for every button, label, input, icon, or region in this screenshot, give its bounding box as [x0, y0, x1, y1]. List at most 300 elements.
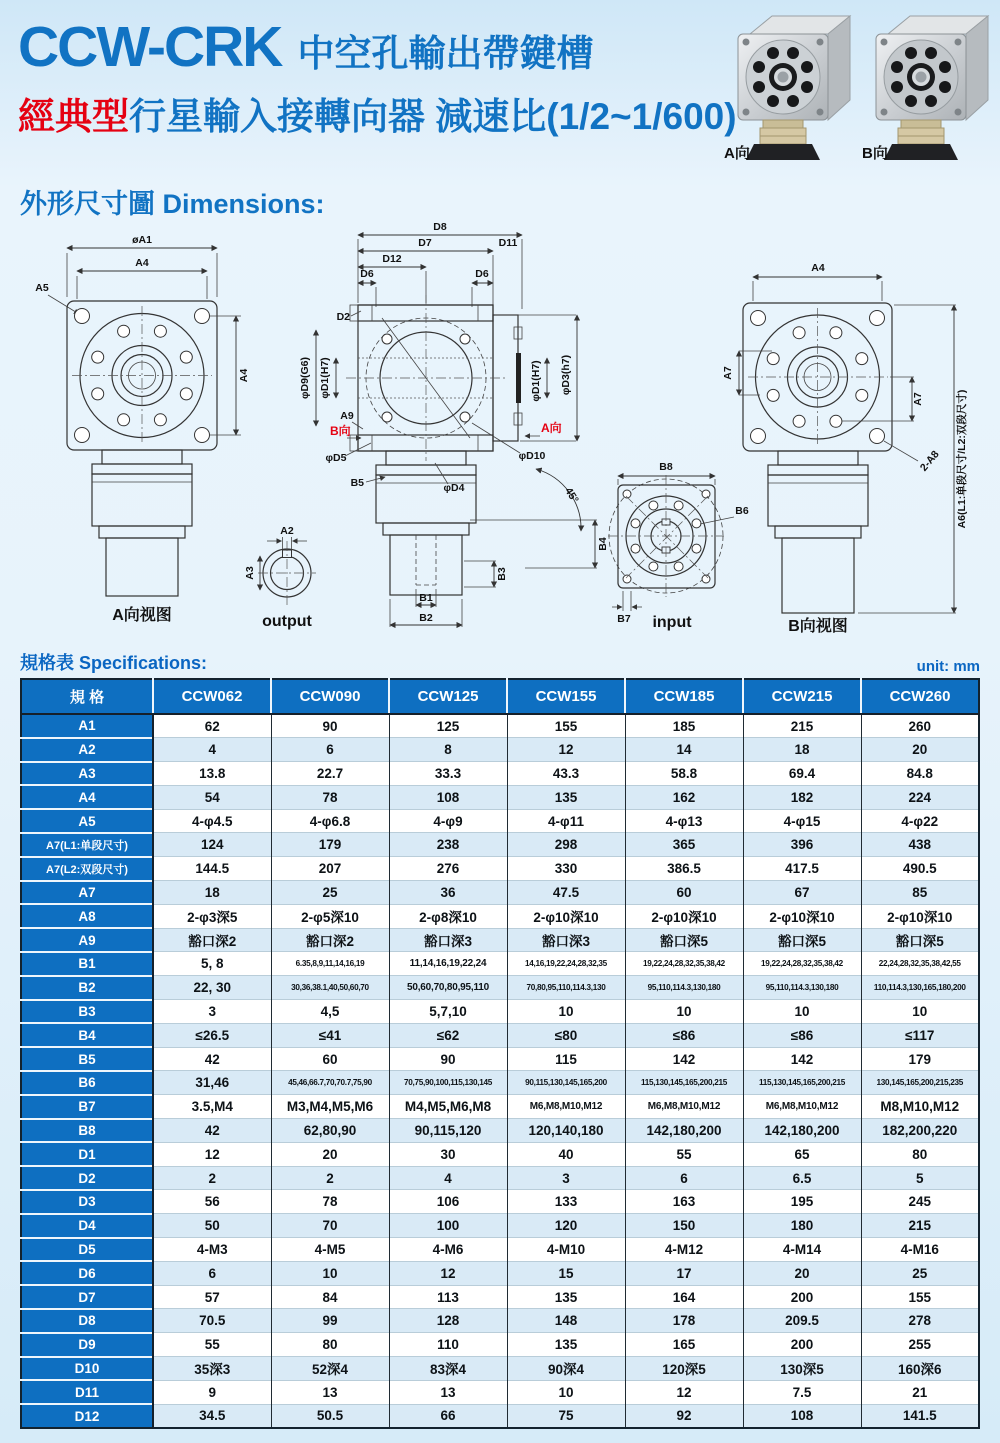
spec-cell: 5 — [861, 1166, 979, 1190]
spec-row-label: B3 — [21, 1000, 153, 1024]
spec-cell: 70.5 — [153, 1309, 271, 1333]
input-view-drawing — [608, 461, 749, 631]
spec-cell: 245 — [861, 1190, 979, 1214]
spec-cell: 62,80,90 — [271, 1119, 389, 1143]
spec-cell: 128 — [389, 1309, 507, 1333]
spec-cell: 62 — [153, 714, 271, 738]
spec-row-label: D7 — [21, 1285, 153, 1309]
spec-row-label: B5 — [21, 1047, 153, 1071]
spec-row-label: D12 — [21, 1404, 153, 1428]
spec-cell: 3.5,M4 — [153, 1095, 271, 1119]
spec-cell: 4 — [153, 738, 271, 762]
column-header: CCW215 — [743, 679, 861, 714]
spec-cell: 179 — [271, 833, 389, 857]
spec-cell: 90深4 — [507, 1357, 625, 1381]
spec-row — [21, 1190, 979, 1214]
spec-cell: 90 — [389, 1047, 507, 1071]
view-a-caption: A向视图 — [112, 607, 172, 624]
spec-cell: 224 — [861, 785, 979, 809]
spec-cell: 133 — [507, 1190, 625, 1214]
spec-cell: 15 — [507, 1261, 625, 1285]
spec-cell: 85 — [861, 881, 979, 905]
spec-cell: 6.35,8,9,11,14,16,19 — [271, 952, 389, 976]
spec-row-label: A3 — [21, 762, 153, 786]
subtitle-classic-type: 經典型 — [18, 96, 129, 137]
spec-row-label: D6 — [21, 1261, 153, 1285]
spec-cell: ≤86 — [743, 1023, 861, 1047]
spec-cell: 45,46,66.7,70,70.7,75,90 — [271, 1071, 389, 1095]
column-header: CCW185 — [625, 679, 743, 714]
spec-cell: 106 — [389, 1190, 507, 1214]
spec-row-label: A8 — [21, 904, 153, 928]
spec-cell: 67 — [743, 881, 861, 905]
dim-label: φD3(h7) — [560, 354, 572, 396]
spec-cell: 4 — [389, 1166, 507, 1190]
spec-cell: 2-φ10深10 — [743, 904, 861, 928]
spec-row — [21, 1166, 979, 1190]
dim-label: B5 — [350, 477, 364, 489]
spec-row-label: A7 — [21, 881, 153, 905]
spec-row — [21, 785, 979, 809]
spec-cell: 10 — [507, 1380, 625, 1404]
spec-cell: 120 — [507, 1214, 625, 1238]
spec-cell: 42 — [153, 1047, 271, 1071]
spec-cell: 179 — [861, 1047, 979, 1071]
spec-cell: 13 — [389, 1380, 507, 1404]
spec-cell: 162 — [625, 785, 743, 809]
dim-label: φD9(G6) — [299, 357, 311, 399]
spec-cell: 142,180,200 — [743, 1119, 861, 1143]
spec-cell: 238 — [389, 833, 507, 857]
spec-cell: 4-M16 — [861, 1238, 979, 1262]
spec-cell: 55 — [625, 1142, 743, 1166]
spec-cell: 豁口深3 — [507, 928, 625, 952]
spec-cell: M6,M8,M10,M12 — [743, 1095, 861, 1119]
spec-row-label: B8 — [21, 1119, 153, 1143]
spec-cell: 33.3 — [389, 762, 507, 786]
spec-cell: 2-φ10深10 — [625, 904, 743, 928]
photo-a-label: A向 — [724, 145, 750, 162]
spec-cell: 80 — [861, 1142, 979, 1166]
spec-cell: 164 — [625, 1285, 743, 1309]
spec-cell: 4-M14 — [743, 1238, 861, 1262]
spec-cell: 8 — [389, 738, 507, 762]
spec-row-label: D1 — [21, 1142, 153, 1166]
spec-row-label: D4 — [21, 1214, 153, 1238]
spec-row-label: D8 — [21, 1309, 153, 1333]
spec-row-label: B2 — [21, 976, 153, 1000]
spec-cell: 438 — [861, 833, 979, 857]
spec-row-label: D3 — [21, 1190, 153, 1214]
spec-row — [21, 1119, 979, 1143]
spec-row — [21, 833, 979, 857]
spec-cell: 84 — [271, 1285, 389, 1309]
corner-header: 規 格 — [21, 679, 153, 714]
spec-row — [21, 714, 979, 738]
spec-cell: 2-φ5深10 — [271, 904, 389, 928]
spec-cell: 180 — [743, 1214, 861, 1238]
dim-label: φD10 — [518, 450, 546, 462]
spec-table — [20, 678, 980, 1429]
input-caption: input — [652, 614, 692, 631]
spec-cell: 22,24,28,32,35,38,42,55 — [861, 952, 979, 976]
spec-cell: 42 — [153, 1119, 271, 1143]
spec-cell: 155 — [861, 1285, 979, 1309]
spec-cell: 144.5 — [153, 857, 271, 881]
spec-cell: 65 — [743, 1142, 861, 1166]
spec-cell: 14,16,19,22,24,28,32,35 — [507, 952, 625, 976]
dim-label: φD1(H7) — [319, 357, 331, 399]
dim-label: B2 — [419, 612, 433, 624]
spec-cell: 195 — [743, 1190, 861, 1214]
spec-cell: 90,115,120 — [389, 1119, 507, 1143]
spec-cell: 11,14,16,19,22,24 — [389, 952, 507, 976]
output-section-drawing — [244, 525, 316, 630]
spec-cell: 22.7 — [271, 762, 389, 786]
spec-cell: 25 — [271, 881, 389, 905]
spec-row — [21, 1023, 979, 1047]
spec-cell: 36 — [389, 881, 507, 905]
spec-cell: 豁口深3 — [389, 928, 507, 952]
spec-cell: 90 — [271, 714, 389, 738]
spec-cell: 120深5 — [625, 1357, 743, 1381]
spec-cell: 4-φ4.5 — [153, 809, 271, 833]
spec-row — [21, 976, 979, 1000]
spec-cell: 386.5 — [625, 857, 743, 881]
spec-cell: 215 — [861, 1214, 979, 1238]
spec-cell: 4-M10 — [507, 1238, 625, 1262]
spec-cell: 330 — [507, 857, 625, 881]
dim-label: D6 — [475, 268, 489, 280]
view-b-caption: B向视图 — [788, 618, 848, 635]
spec-cell: 55 — [153, 1333, 271, 1357]
spec-cell: 142,180,200 — [625, 1119, 743, 1143]
spec-cell: 78 — [271, 785, 389, 809]
spec-cell: 155 — [507, 714, 625, 738]
spec-row-label: B1 — [21, 952, 153, 976]
spec-cell: 70 — [271, 1214, 389, 1238]
spec-row-label: A7(L1:单段尺寸) — [21, 833, 153, 857]
dim-label: B1 — [419, 592, 433, 604]
spec-cell: 135 — [507, 1285, 625, 1309]
spec-cell: 182,200,220 — [861, 1119, 979, 1143]
spec-cell: 34.5 — [153, 1404, 271, 1428]
dim-label: D6 — [360, 268, 374, 280]
spec-cell: 豁口深5 — [743, 928, 861, 952]
dim-label: 2-A8 — [917, 448, 942, 474]
spec-cell: 298 — [507, 833, 625, 857]
spec-row-label: A5 — [21, 809, 153, 833]
spec-cell: 14 — [625, 738, 743, 762]
subtitle-description: 行星輸入接轉向器 減速比(1/2~1/600) — [129, 96, 737, 137]
view-b-drawing — [722, 262, 968, 635]
spec-cell: 35深3 — [153, 1357, 271, 1381]
spec-cell: 6.5 — [743, 1166, 861, 1190]
spec-row — [21, 1071, 979, 1095]
spec-row — [21, 928, 979, 952]
dim-label: A6(L1:单段尺寸/L2:双段尺寸) — [956, 389, 968, 529]
spec-row — [21, 1238, 979, 1262]
spec-row-label: D5 — [21, 1238, 153, 1262]
dim-label: D8 — [433, 223, 447, 233]
spec-cell: 9 — [153, 1380, 271, 1404]
spec-row — [21, 809, 979, 833]
spec-cell: 5, 8 — [153, 952, 271, 976]
dim-label: øA1 — [132, 234, 152, 246]
spec-cell: 10 — [625, 1000, 743, 1024]
spec-cell: 130,145,165,200,215,235 — [861, 1071, 979, 1095]
spec-row-label: D10 — [21, 1357, 153, 1381]
spec-cell: 142 — [743, 1047, 861, 1071]
spec-row — [21, 738, 979, 762]
spec-row — [21, 1357, 979, 1381]
spec-cell: 6 — [271, 738, 389, 762]
product-photo-a — [738, 16, 850, 160]
spec-cell: 70,75,90,100,115,130,145 — [389, 1071, 507, 1095]
spec-cell: 10 — [861, 1000, 979, 1024]
spec-row — [21, 1095, 979, 1119]
view-a-drawing — [35, 234, 250, 624]
spec-row — [21, 762, 979, 786]
spec-cell: ≤86 — [625, 1023, 743, 1047]
spec-cell: 31,46 — [153, 1071, 271, 1095]
spec-cell: M3,M4,M5,M6 — [271, 1095, 389, 1119]
unit-label: unit: mm — [916, 658, 980, 675]
spec-row-label: B4 — [21, 1023, 153, 1047]
product-title-suffix: 中空孔輸出帶鍵槽 — [297, 33, 594, 74]
spec-cell: 185 — [625, 714, 743, 738]
spec-cell: 148 — [507, 1309, 625, 1333]
spec-cell: 52深4 — [271, 1357, 389, 1381]
spec-cell: 165 — [625, 1333, 743, 1357]
spec-cell: 80 — [271, 1333, 389, 1357]
spec-row-label: D11 — [21, 1380, 153, 1404]
dim-label: D2 — [336, 311, 350, 323]
spec-cell: 22, 30 — [153, 976, 271, 1000]
spec-cell: 60 — [271, 1047, 389, 1071]
dimension-drawing — [20, 223, 980, 643]
spec-cell: 2-φ3深5 — [153, 904, 271, 928]
spec-cell: 4-M3 — [153, 1238, 271, 1262]
spec-cell: 豁口深2 — [153, 928, 271, 952]
spec-cell: 163 — [625, 1190, 743, 1214]
product-model-title: CCW-CRK — [18, 15, 282, 79]
spec-cell: 124 — [153, 833, 271, 857]
spec-cell: 43.3 — [507, 762, 625, 786]
spec-cell: 豁口深5 — [625, 928, 743, 952]
dim-label: D11 — [498, 237, 518, 249]
spec-cell: 125 — [389, 714, 507, 738]
dim-label: φD4 — [443, 482, 465, 494]
spec-row — [21, 1047, 979, 1071]
spec-cell: 4-φ22 — [861, 809, 979, 833]
spec-row-label: A2 — [21, 738, 153, 762]
spec-cell: 100 — [389, 1214, 507, 1238]
dim-label: φD5 — [325, 452, 347, 464]
spec-cell: 20 — [271, 1142, 389, 1166]
spec-cell: 10 — [743, 1000, 861, 1024]
spec-cell: 57 — [153, 1285, 271, 1309]
spec-cell: 12 — [625, 1380, 743, 1404]
spec-cell: 13 — [271, 1380, 389, 1404]
spec-cell: 160深6 — [861, 1357, 979, 1381]
spec-cell: 13.8 — [153, 762, 271, 786]
spec-cell: 130深5 — [743, 1357, 861, 1381]
spec-row — [21, 1214, 979, 1238]
spec-row — [21, 1380, 979, 1404]
spec-cell: 10 — [271, 1261, 389, 1285]
dim-label: A2 — [280, 525, 294, 537]
spec-cell: M8,M10,M12 — [861, 1095, 979, 1119]
spec-cell: 20 — [861, 738, 979, 762]
spec-cell: 2 — [271, 1166, 389, 1190]
spec-cell: 4-φ13 — [625, 809, 743, 833]
spec-row-label: D2 — [21, 1166, 153, 1190]
spec-row — [21, 952, 979, 976]
spec-cell: 47.5 — [507, 881, 625, 905]
spec-cell: 豁口深2 — [271, 928, 389, 952]
dim-label: B8 — [659, 461, 673, 473]
spec-cell: 200 — [743, 1285, 861, 1309]
output-caption: output — [262, 613, 312, 630]
spec-cell: 2-φ8深10 — [389, 904, 507, 928]
spec-cell: 50,60,70,80,95,110 — [389, 976, 507, 1000]
dim-label: B6 — [735, 505, 749, 517]
spec-cell: 12 — [389, 1261, 507, 1285]
spec-cell: 182 — [743, 785, 861, 809]
spec-cell: M4,M5,M6,M8 — [389, 1095, 507, 1119]
spec-cell: M6,M8,M10,M12 — [625, 1095, 743, 1119]
dim-label: A5 — [35, 282, 49, 294]
spec-row-label: A1 — [21, 714, 153, 738]
spec-cell: 7.5 — [743, 1380, 861, 1404]
dim-label: A7 — [722, 366, 734, 380]
dim-label: A7 — [912, 392, 924, 406]
spec-cell: 60 — [625, 881, 743, 905]
spec-cell: 83深4 — [389, 1357, 507, 1381]
dim-label: A3 — [244, 566, 256, 580]
spec-cell: 120,140,180 — [507, 1119, 625, 1143]
spec-cell: ≤80 — [507, 1023, 625, 1047]
spec-cell: 108 — [389, 785, 507, 809]
spec-cell: 135 — [507, 785, 625, 809]
spec-cell: 5,7,10 — [389, 1000, 507, 1024]
spec-cell: 142 — [625, 1047, 743, 1071]
spec-cell: 18 — [743, 738, 861, 762]
spec-cell: 56 — [153, 1190, 271, 1214]
spec-cell: 84.8 — [861, 762, 979, 786]
spec-row — [21, 1261, 979, 1285]
view-a-direction-label: A向 — [541, 421, 562, 435]
specs-heading: 規格表 Specifications: — [20, 653, 208, 673]
spec-cell: 19,22,24,28,32,35,38,42 — [625, 952, 743, 976]
spec-cell: 260 — [861, 714, 979, 738]
spec-cell: 17 — [625, 1261, 743, 1285]
spec-cell: 115,130,145,165,200,215 — [625, 1071, 743, 1095]
column-header: CCW090 — [271, 679, 389, 714]
spec-cell: 2 — [153, 1166, 271, 1190]
spec-cell: ≤41 — [271, 1023, 389, 1047]
spec-cell: 4,5 — [271, 1000, 389, 1024]
dim-label: A4 — [135, 257, 149, 269]
spec-cell: 4-φ15 — [743, 809, 861, 833]
spec-cell: 396 — [743, 833, 861, 857]
spec-cell: 150 — [625, 1214, 743, 1238]
spec-cell: 207 — [271, 857, 389, 881]
spec-cell: 66 — [389, 1404, 507, 1428]
spec-row-label: B7 — [21, 1095, 153, 1119]
spec-cell: 200 — [743, 1333, 861, 1357]
spec-cell: 4-M5 — [271, 1238, 389, 1262]
spec-cell: 2-φ10深10 — [861, 904, 979, 928]
spec-cell: 178 — [625, 1309, 743, 1333]
spec-cell: 108 — [743, 1404, 861, 1428]
spec-row — [21, 1333, 979, 1357]
spec-cell: 10 — [507, 1000, 625, 1024]
spec-cell: 19,22,24,28,32,35,38,42 — [743, 952, 861, 976]
spec-cell: 135 — [507, 1333, 625, 1357]
spec-cell: 110,114.3,130,165,180,200 — [861, 976, 979, 1000]
spec-row — [21, 1142, 979, 1166]
spec-cell: 95,110,114.3,130,180 — [625, 976, 743, 1000]
spec-cell: 3 — [153, 1000, 271, 1024]
spec-row — [21, 857, 979, 881]
spec-cell: 69.4 — [743, 762, 861, 786]
spec-cell: ≤117 — [861, 1023, 979, 1047]
column-header: CCW062 — [153, 679, 271, 714]
spec-header-row — [21, 679, 979, 714]
spec-cell: 113 — [389, 1285, 507, 1309]
spec-cell: 115,130,145,165,200,215 — [743, 1071, 861, 1095]
spec-cell: 18 — [153, 881, 271, 905]
dim-label: B7 — [617, 613, 631, 625]
spec-cell: 78 — [271, 1190, 389, 1214]
dim-label: B3 — [496, 567, 508, 581]
spec-cell: 255 — [861, 1333, 979, 1357]
spec-cell: 3 — [507, 1166, 625, 1190]
spec-cell: ≤62 — [389, 1023, 507, 1047]
spec-cell: 12 — [153, 1142, 271, 1166]
dim-label: A4 — [238, 368, 250, 383]
spec-cell: 215 — [743, 714, 861, 738]
spec-cell: ≤26.5 — [153, 1023, 271, 1047]
dim-label: A9 — [340, 410, 354, 422]
column-header: CCW260 — [861, 679, 979, 714]
spec-cell: 110 — [389, 1333, 507, 1357]
spec-cell: 4-φ11 — [507, 809, 625, 833]
spec-cell: 490.5 — [861, 857, 979, 881]
side-view-drawing — [299, 223, 609, 627]
view-b-direction-label: B向 — [330, 424, 351, 438]
spec-cell: 99 — [271, 1309, 389, 1333]
spec-row-label: A9 — [21, 928, 153, 952]
photo-b-label: B向 — [862, 145, 888, 162]
spec-cell: 20 — [743, 1261, 861, 1285]
product-photos — [718, 6, 998, 166]
spec-cell: 70,80,95,110,114.3,130 — [507, 976, 625, 1000]
spec-cell: 12 — [507, 738, 625, 762]
dim-label: B4 — [597, 537, 609, 551]
spec-row — [21, 904, 979, 928]
spec-cell: 6 — [153, 1261, 271, 1285]
spec-cell: 54 — [153, 785, 271, 809]
spec-cell: 6 — [625, 1166, 743, 1190]
page-header — [0, 0, 1000, 178]
dim-label: D12 — [382, 253, 402, 265]
spec-cell: 2-φ10深10 — [507, 904, 625, 928]
dim-label: 45° — [562, 485, 581, 506]
spec-cell: 豁口深5 — [861, 928, 979, 952]
